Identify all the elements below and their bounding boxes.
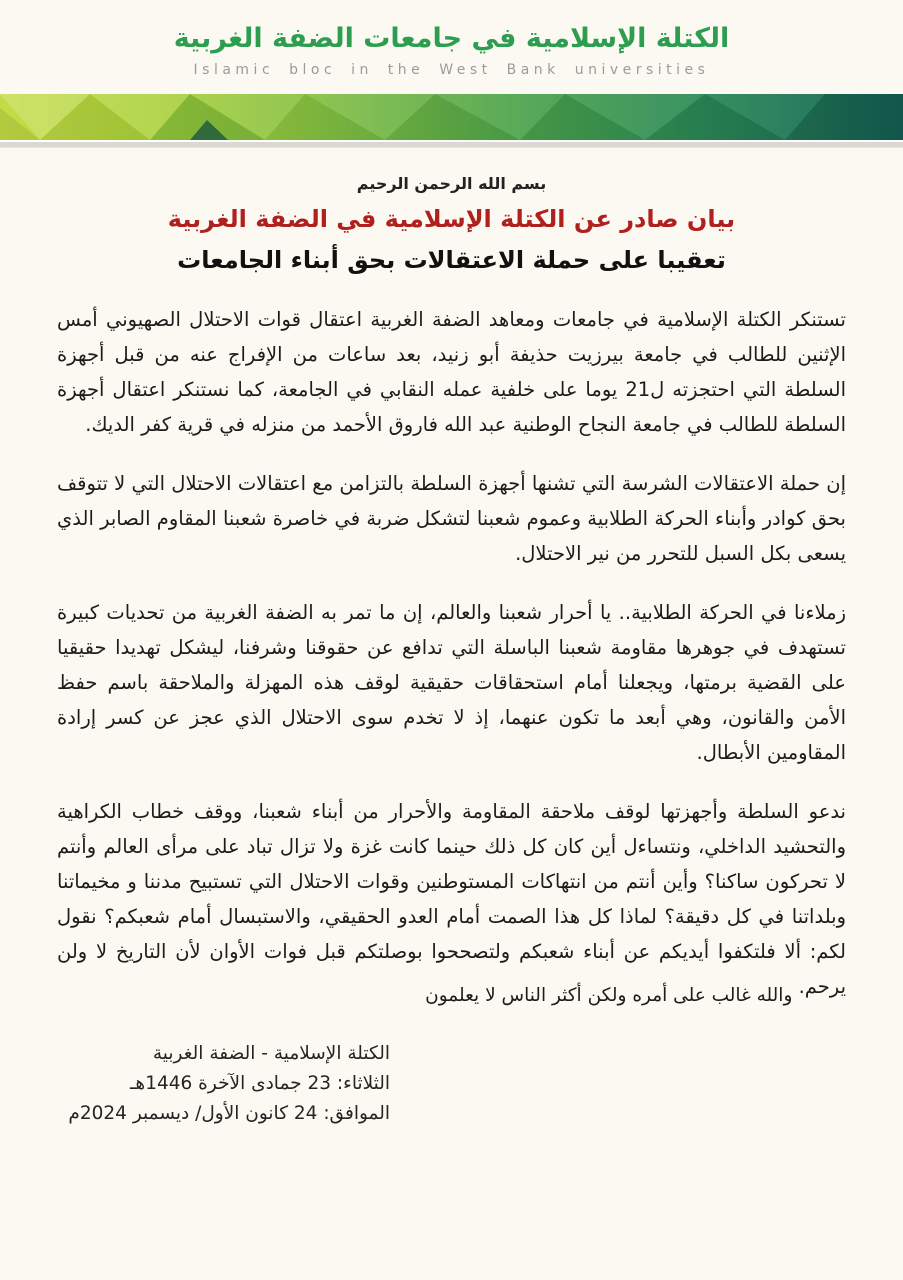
paragraph-2: إن حملة الاعتقالات الشرسة التي تشنها أجهزة السلطة بالتزامن مع اعتقالات الاحتلال التي لا تتوقف بحق كوادر وأبناء الحركة الطلابية وعموم شعبنا لتشكل ضربة في خاصرة شعبنا المقاوم الصابر الذي يسعى بكل السبل للتحرر من نير الاحتلال. [57, 471, 846, 565]
footer-organization: الكتلة الإسلامية - الضفة الغربية [152, 1042, 390, 1064]
footer-hijri-date: الثلاثاء: 23 جمادى الآخرة 1446هـ [130, 1072, 390, 1094]
paragraph-4 [57, 794, 846, 1005]
header-divider [0, 140, 903, 148]
paragraph-4-text: ندعو السلطة وأجهزتها لوقف ملاحقة المقاومة والأحرار من أبناء شعبنا، ووقف خطاب الكراهية والتحشيد الداخلي، ونتساءل أين كان كل ذلك حينما كانت غزة ولا تزال تباد على مرأى العالم وأنتم لا تحركون ساكنا؟ وأين أنتم من انتهاكات المستوطنين وقوات الاحتلال التي تستبيح مدننا و مخيماتنا وبلداتنا في كل دقيقة؟ لماذا كل هذا الصمت أمام العدو الحقيقي، والاستبسال أمام شعبكم؟ نقول لكم: ألا فلتكفوا أيديكم عن أبناء شعبكم ولتصححوا بوصلتكم قبل فوات الأوان لأن التاريخ لا ولن يرحم. [57, 799, 846, 998]
logo-english-subtitle: Islamic bloc in the West Bank universities [193, 61, 710, 78]
statement-title: بيان صادر عن الكتلة الإسلامية في الضفة الغربية [167, 204, 736, 233]
logo-arabic-title: الكتلة الإسلامية في جامعات الضفة الغربية [173, 23, 730, 54]
paragraph-1: تستنكر الكتلة الإسلامية في جامعات ومعاهد الضفة الغربية اعتقال قوات الاحتلال الصهيوني أمس الإثنين للطالب في جامعة بيرزيت حذيفة أبو زنيد، بعد ساعات من الإفراج عنه من قبل أجهزة السلطة التي احتجزته ل21 يوما على خلفية عمله النقابي في الجامعة، كما نستنكر اعتقال أجهزة السلطة للطالب في جامعة النجاح الوطنية عبد الله فاروق الأحمد من منزله في قرية كفر الديك. [57, 307, 846, 436]
basmala: بسم الله الرحمن الرحيم [356, 173, 547, 193]
paragraph-3: زملاءنا في الحركة الطلابية.. يا أحرار شعبنا والعالم، إن ما تمر به الضفة الغربية من تحديات كبيرة تستهدف في جوهرها مقاومة شعبنا الباسلة التي تدافع عن حقوقنا وشرفنا، ليشكل تهديدا حقيقيا على القضية برمتها، ويجعلنا أمام استحقاقات حقيقية لوقف هذه المهزلة والملاحقة باسم حفظ الأمن والقانون، وهي أبعد ما تكون عنهما، إذ لا تخدم سوى الاحتلال الذي عجز عن كسر إرادة المقاومين الأبطال. [57, 600, 846, 764]
banner-polygon-image [0, 94, 903, 140]
footer-gregorian-date: الموافق: 24 كانون الأول/ ديسمبر 2024م [68, 1102, 390, 1124]
statement-subtitle: تعقيبا على حملة الاعتقالات بحق أبناء الجامعات [177, 246, 726, 275]
footer-signature [60, 1039, 390, 1129]
statement-body [0, 174, 903, 1005]
banner [0, 94, 903, 148]
header [0, 0, 903, 78]
quran-quote: والله غالب على أمره ولكن أكثر الناس لا يعلمون [425, 984, 793, 1006]
